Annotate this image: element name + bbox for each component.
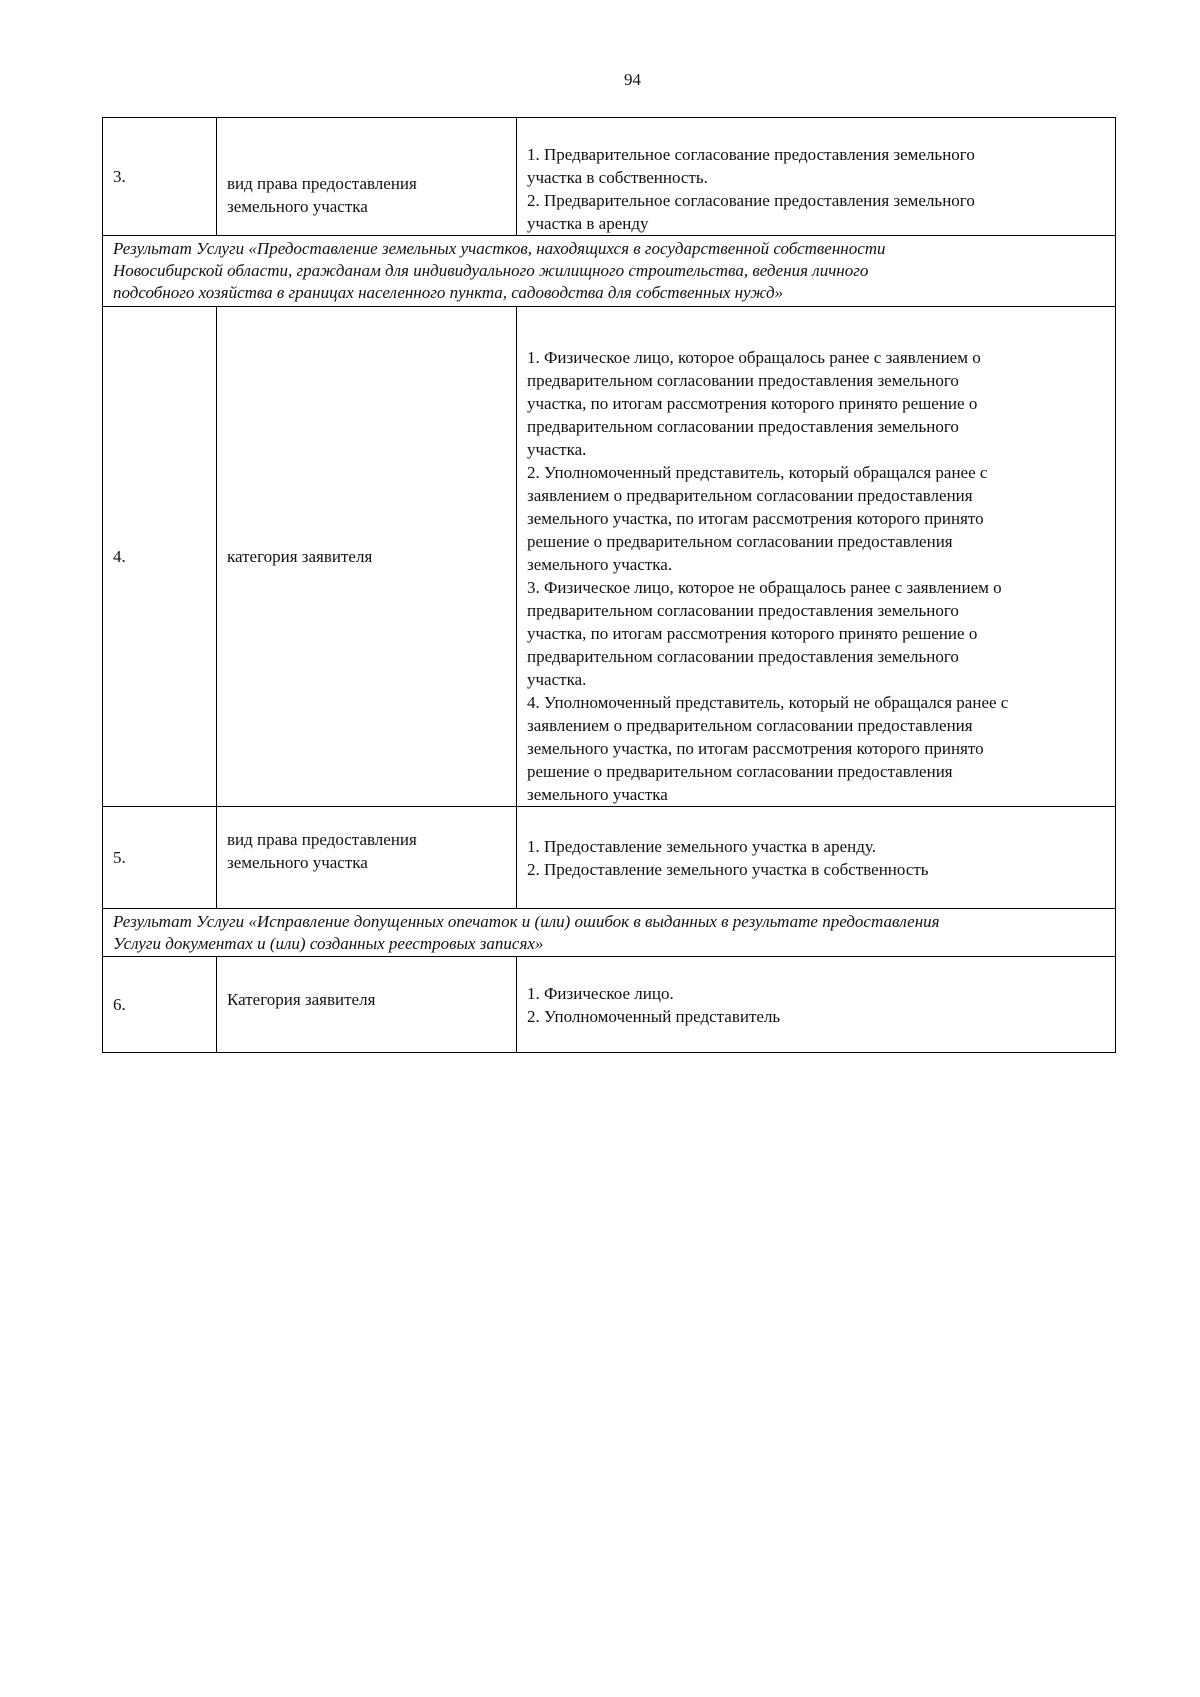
value-line: решение о предварительном согласовании предоставления [527, 762, 953, 781]
value-line: участка. [527, 670, 587, 689]
parameter-cell [217, 307, 517, 807]
value-cell [517, 807, 1116, 909]
value-line: участка в собственность. [527, 168, 708, 187]
section-line: подсобного хозяйства в границах населенного пункта, садоводства для собственных нужд» [113, 283, 784, 302]
value-cell [517, 957, 1116, 1053]
parameter-line: земельного участка [227, 852, 368, 872]
parameter-cell [217, 957, 517, 1053]
value-line: участка, по итогам рассмотрения которого принято решение о [527, 624, 978, 643]
section-line: Услуги документах и (или) созданных реестровых записях» [113, 933, 544, 953]
parameter-line: Категория заявителя [227, 990, 376, 1009]
parameter-line: вид права предоставления [227, 173, 417, 193]
value-line: 2. Предварительное согласование предоставления земельного [527, 191, 975, 210]
table-row [103, 307, 1116, 807]
table-row [103, 118, 1116, 236]
value-line: земельного участка, по итогам рассмотрения которого принято [527, 509, 984, 528]
value-line: земельного участка [527, 785, 668, 804]
value-line: 1. Физическое лицо. [527, 983, 674, 1003]
value-line: участка. [527, 440, 587, 459]
value-cell [517, 118, 1116, 236]
parameter-cell [217, 118, 517, 236]
section-row [103, 236, 1116, 307]
value-line: предварительном согласовании предоставления земельного [527, 601, 959, 620]
value-line: 1. Предварительное согласование предоставления земельного [527, 145, 975, 164]
value-line: земельного участка, по итогам рассмотрения которого принято [527, 739, 984, 758]
section-line: Результат Услуги «Исправление допущенных опечаток и (или) ошибок в выданных в результате предоставления [113, 911, 940, 931]
parameter-cell [217, 807, 517, 909]
value-line: участка в аренду [527, 214, 649, 233]
row-number: 4. [103, 307, 217, 807]
row-number: 5. [103, 807, 217, 909]
value-line: решение о предварительном согласовании предоставления [527, 532, 953, 551]
value-line: участка, по итогам рассмотрения которого принято решение о [527, 394, 978, 413]
criteria-table [102, 117, 1116, 1053]
value-cell [517, 307, 1116, 807]
row-number: 6. [103, 957, 217, 1053]
value-line: 1. Физическое лицо, которое обращалось ранее с заявлением о [527, 348, 981, 367]
parameter-line: земельного участка [227, 196, 368, 216]
value-line: предварительном согласовании предоставления земельного [527, 371, 959, 390]
value-line: заявлением о предварительном согласовании предоставления [527, 486, 973, 505]
value-line: 1. Предоставление земельного участка в аренду. [527, 836, 876, 856]
section-row [103, 909, 1116, 957]
section-line: Результат Услуги «Предоставление земельных участков, находящихся в государственной собственности [113, 239, 886, 258]
table-row [103, 807, 1116, 909]
parameter-line: вид права предоставления [227, 829, 417, 849]
section-heading [103, 909, 1116, 957]
value-line: 2. Уполномоченный представитель [527, 1006, 781, 1026]
parameter-line: категория заявителя [227, 547, 373, 566]
value-line: предварительном согласовании предоставления земельного [527, 647, 959, 666]
section-line: Новосибирской области, гражданам для индивидуального жилищного строительства, ведения личного [113, 261, 869, 280]
table-row [103, 957, 1116, 1053]
section-heading [103, 236, 1116, 307]
value-line: земельного участка. [527, 555, 673, 574]
value-line: 2. Предоставление земельного участка в собственность [527, 859, 929, 879]
row-number: 3. [103, 118, 217, 236]
page-number: 94 [624, 70, 641, 89]
value-line: предварительном согласовании предоставления земельного [527, 417, 959, 436]
value-line: 3. Физическое лицо, которое не обращалось ранее с заявлением о [527, 578, 1002, 597]
value-line: 2. Уполномоченный представитель, который обращался ранее с [527, 463, 988, 482]
value-line: 4. Уполномоченный представитель, который не обращался ранее с [527, 693, 1009, 712]
value-line: заявлением о предварительном согласовании предоставления [527, 716, 973, 735]
